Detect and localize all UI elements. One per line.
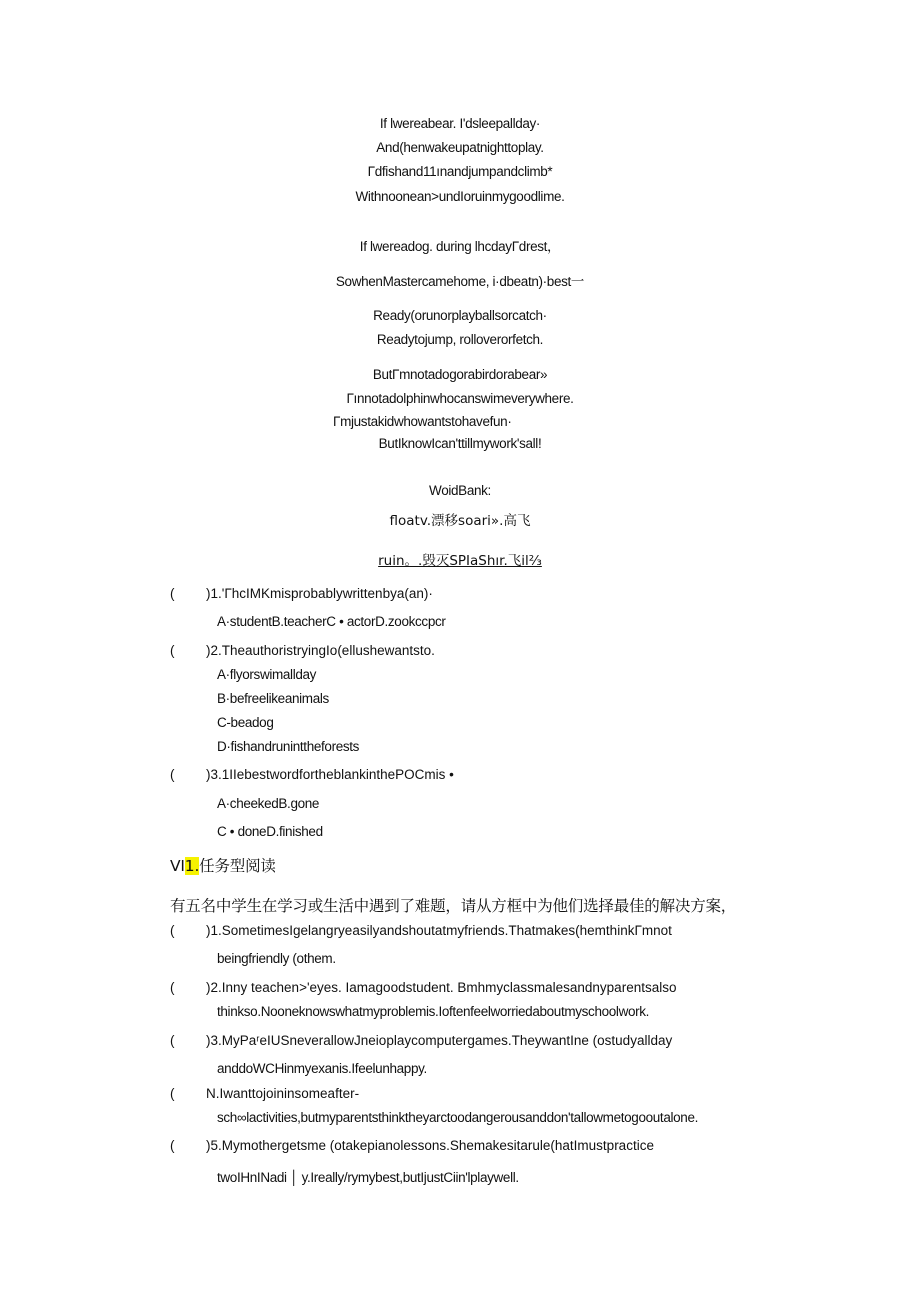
section-highlight: 1. xyxy=(184,857,200,875)
word-bank-title: WoidBank: xyxy=(429,483,491,498)
question-option: C-beadog xyxy=(217,715,274,730)
question-option: A·flyorswimallday xyxy=(217,667,317,682)
poem-line: Withnoonean>undIoruinmygoodlime. xyxy=(355,189,565,204)
poem-line: If lwereadog. during lhcdayΓdrest， xyxy=(359,239,561,254)
task-text-cont: thinkso.Nooneknowswhatmyproblemis.Ioftenfeelworriedaboutmyschoolwork. xyxy=(217,1004,650,1019)
task-text-cont: beingfriendly (othem. xyxy=(217,951,336,966)
poem-line: Γdfishand11ınandjumpandclimb* xyxy=(367,164,553,179)
question-text: )3.1IIebestwordfortheblankinthePOCmis • xyxy=(206,767,454,782)
question-option: B·befreelikeanimals xyxy=(217,691,329,706)
task-text: )5.Mymothergetsme (otakepianolessons.Shemakesitarule(hatImustpractice xyxy=(206,1138,654,1153)
answer-bracket[interactable]: ( xyxy=(170,980,175,995)
word-bank-line xyxy=(0,552,920,570)
poem-line: If lwereabear. I'dsleepallday· xyxy=(379,116,541,131)
answer-bracket[interactable]: ( xyxy=(170,1138,175,1153)
section-number: VI xyxy=(170,857,185,875)
question-options: A·cheekedB.gone xyxy=(217,796,320,811)
section-title: 任务型阅读 xyxy=(199,857,276,875)
answer-bracket[interactable]: ( xyxy=(170,923,175,938)
question-text: )2.TheauthoristryingIo(ellushewantsto. xyxy=(206,643,435,658)
section-instruction: 有五名中学生在学习或生活中遇到了难题，请从方框中为他们选择最佳的解决方案， xyxy=(170,897,737,915)
task-text: )2.Inny teachen>'eyes. Iamagoodstudent. Bmhmyclassmalesandnyparentsalso xyxy=(206,980,677,995)
poem-line: Γınnotadolphinwhocanswimeverywhere. xyxy=(346,391,574,406)
poem-line: SowhenMastercamehome, i·dbeatn)·best一 xyxy=(335,274,585,289)
answer-bracket[interactable]: ( xyxy=(170,643,175,658)
task-text-cont: sch∞lactivities,butmyparentsthinktheyarctoodangerousanddon'tallowmetogooutalone. xyxy=(217,1110,699,1125)
poem-line: And(henwakeupatnighttoplay. xyxy=(376,140,544,155)
poem-line: Ready(orunorplayballsorcatch· xyxy=(373,308,547,323)
word-bank-line-text: ruin。.毁灭SPIaShır.飞il⅔ xyxy=(378,553,542,569)
answer-bracket[interactable]: ( xyxy=(170,1033,175,1048)
answer-bracket[interactable]: ( xyxy=(170,586,175,601)
poem-line: ButIknowIcan'ttillmywork'sall! xyxy=(378,436,542,451)
question-options: A·studentB.teacherC • actorD.zookccpcr xyxy=(217,614,446,629)
task-text-cont: anddoWCHinmyexanis.Ifeelunhappy. xyxy=(217,1061,427,1076)
task-text: N.Iwanttojoininsomeafter- xyxy=(206,1086,360,1101)
question-options: C • doneD.finished xyxy=(217,824,323,839)
section-heading xyxy=(170,857,276,875)
question-text: )1.'ΓhcIMKmisprobablywrittenbya(an)· xyxy=(206,586,433,601)
word-bank-line: floatv.漂移soari».高飞 xyxy=(389,513,531,529)
poem-line: Γmjustakidwhowantstohavefun· xyxy=(333,414,512,429)
question-option: D·fishandruninttheforests xyxy=(217,739,360,754)
poem-line: ButΓmnotadogorabirdorabear» xyxy=(372,367,548,382)
answer-bracket[interactable]: ( xyxy=(170,767,175,782)
task-text: )3.MyPaʳeIUSneverallowJneioplaycomputergames.TheywantIne (ostudyallday xyxy=(206,1033,673,1048)
task-text: )1.SometimesIgelangryeasilyandshoutatmyfriends.Thatmakes(hemthinkΓmnot xyxy=(206,923,672,938)
task-text-cont: twoIHnINadi │ y.Ireally/rymybest,butIjustCiin'lplaywell. xyxy=(217,1170,519,1185)
poem-line: Readytojump, rolloverorfetch. xyxy=(376,332,544,347)
answer-bracket[interactable]: ( xyxy=(170,1086,175,1101)
